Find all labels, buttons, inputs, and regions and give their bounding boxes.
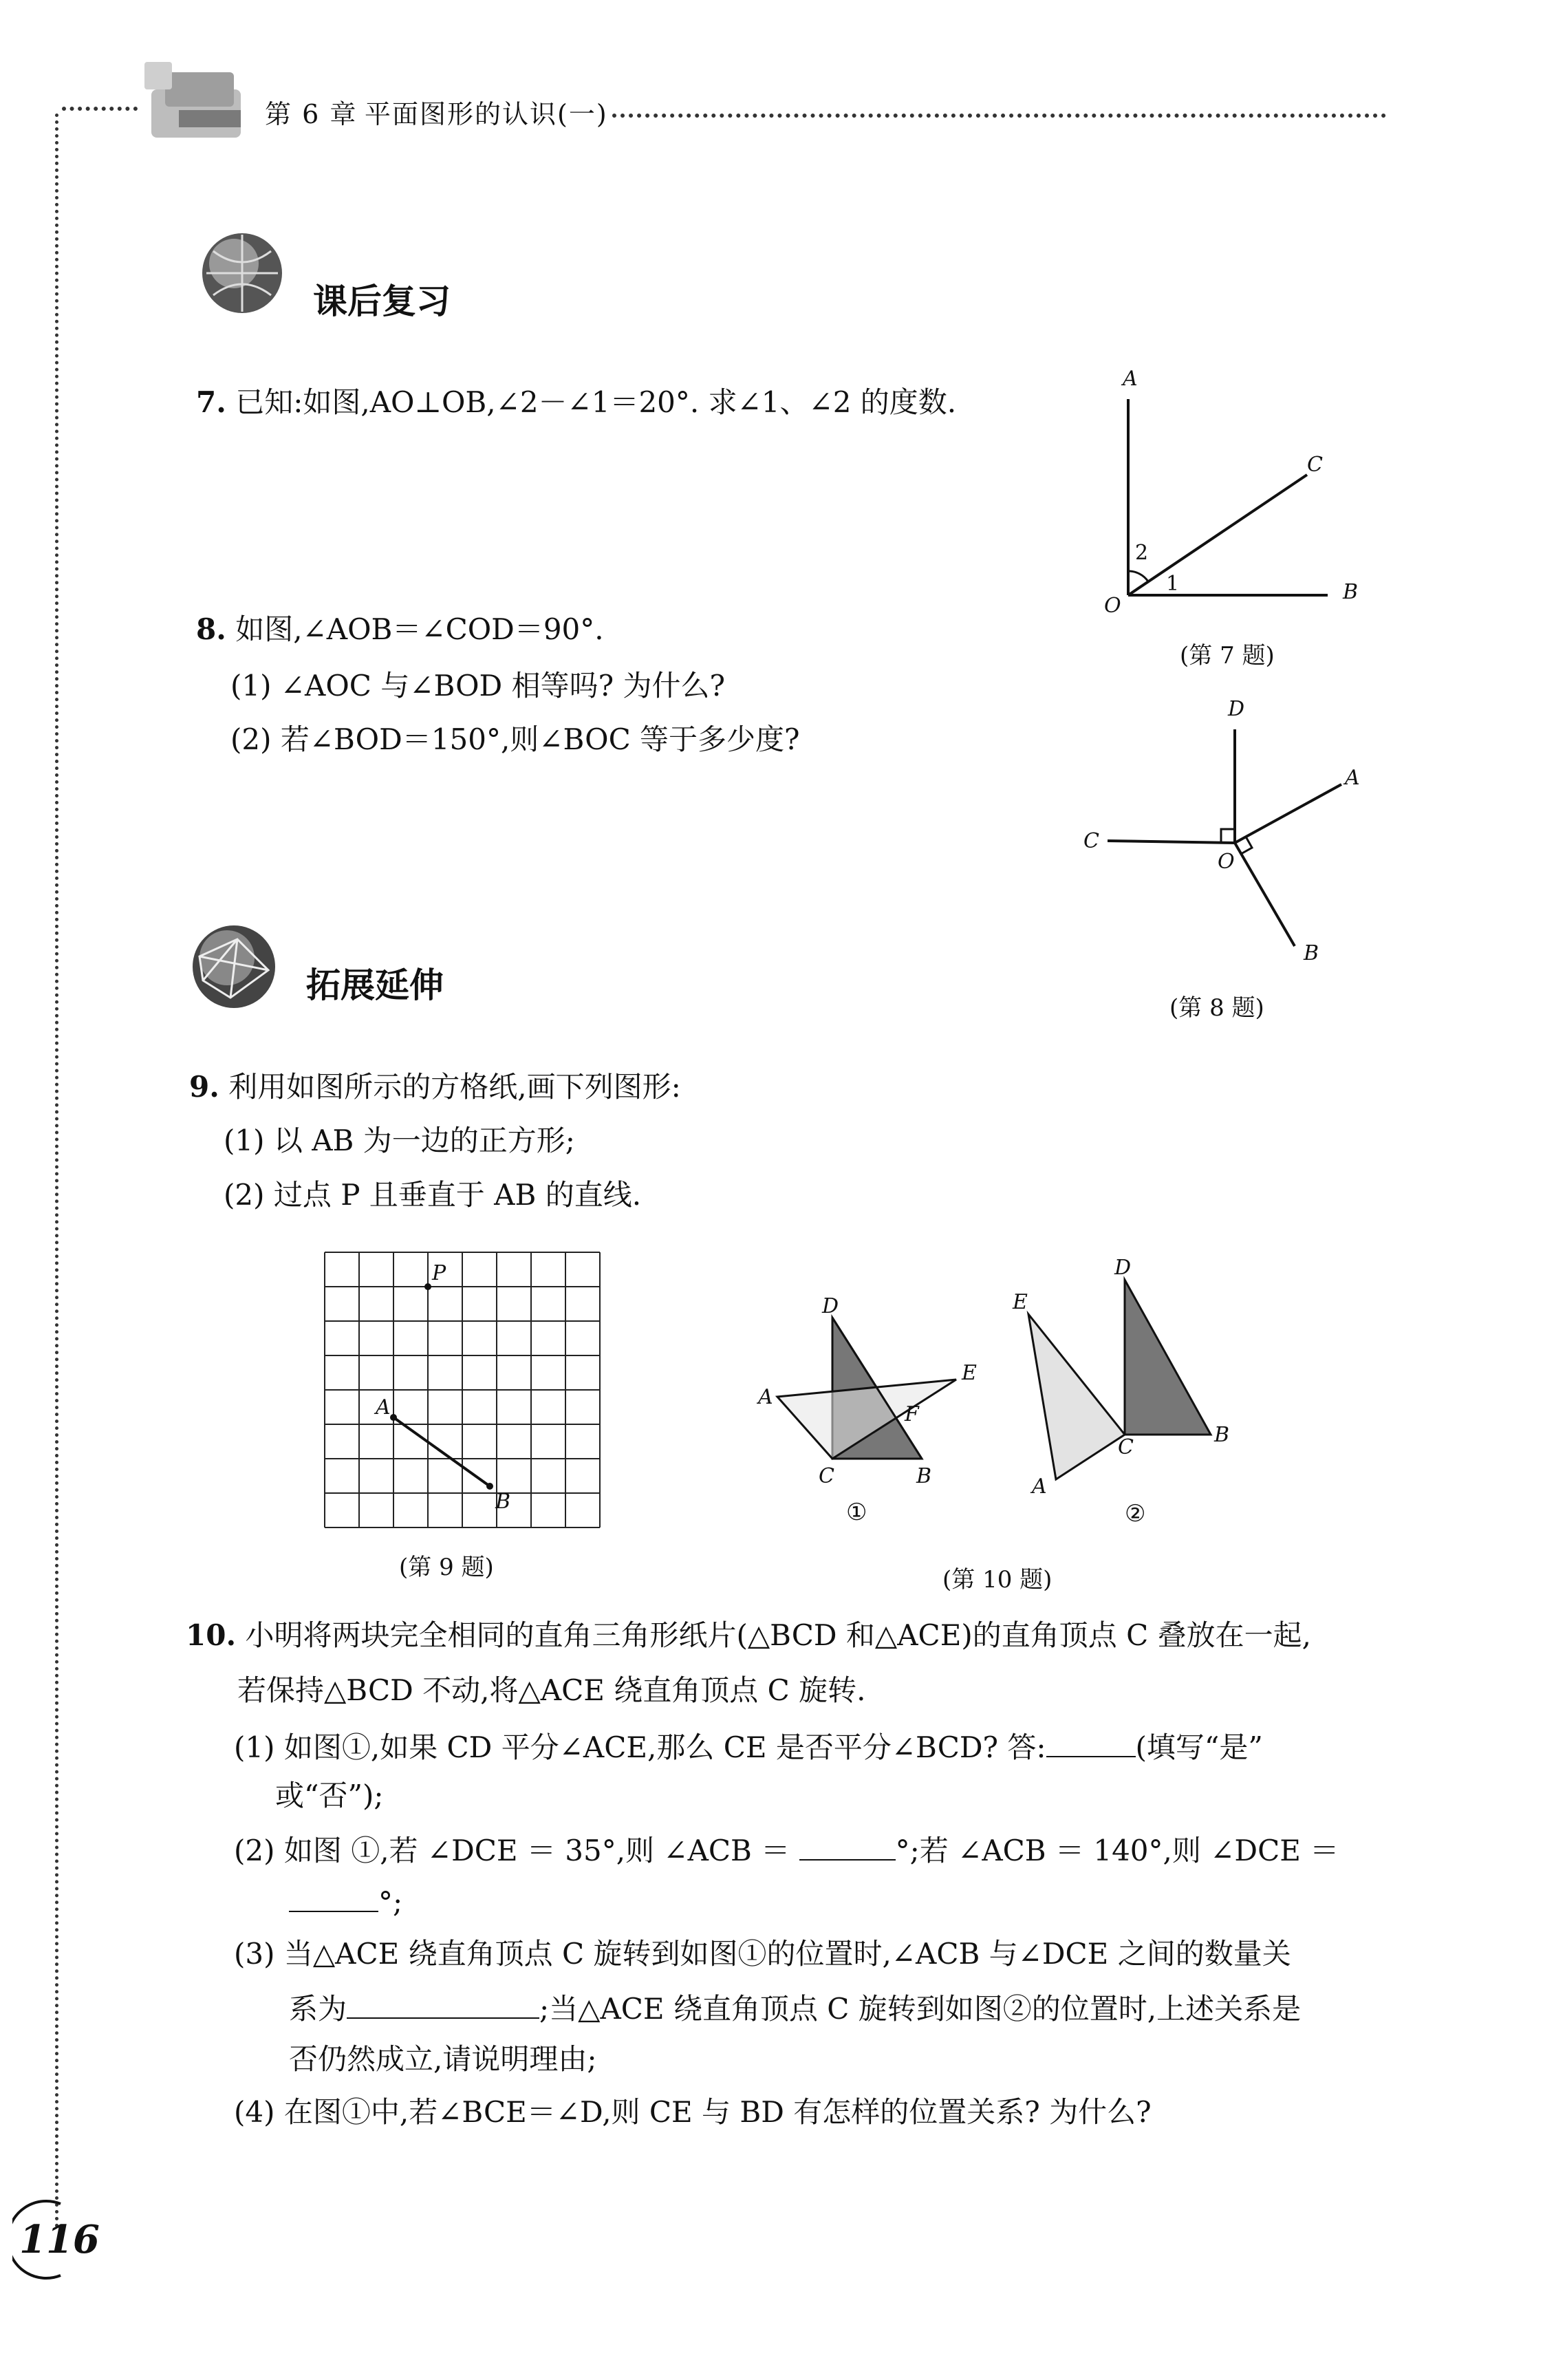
q7-statement: 已知:如图,AO⊥OB,∠2－∠1＝20°. 求∠1、∠2 的度数. (235, 385, 957, 419)
q8-label-a: A (1345, 766, 1360, 790)
q9-text (189, 1070, 681, 1104)
q9-label-b: B (495, 1490, 511, 1514)
q10-sub2-line1 (234, 1830, 1339, 1868)
q10-sub4: (4) 在图①中,若∠BCE＝∠D,则 CE 与 BD 有怎样的位置关系? 为什么? (234, 2095, 1152, 2129)
q10-fig2-label-b: B (1214, 1423, 1230, 1447)
margin-divider (55, 114, 58, 2229)
q7-figure (1101, 365, 1376, 626)
q10-fig2-label-e: E (1013, 1290, 1028, 1314)
q10-sub3-text-b2: ;当△ACE 绕直角顶点 C 旋转到如图②的位置时,上述关系是 (539, 1992, 1302, 2026)
q9-grid-figure (323, 1245, 605, 1534)
q7-label-a: A (1123, 367, 1138, 391)
q10-fig2-label-a: A (1032, 1475, 1047, 1499)
header-icon (138, 52, 255, 148)
q10-sub1-line2: 或“否”); (275, 1779, 384, 1812)
q9-caption: (第 9 题) (399, 1554, 494, 1581)
q10-sub3-line1: (3) 当△ACE 绕直角顶点 C 旋转到如图①的位置时,∠ACB 与∠DCE 之间的数量关 (234, 1937, 1291, 1971)
q10-sub1-line1 (234, 1727, 1263, 1765)
globe-icon (199, 231, 285, 317)
q10-sub2-text-b: °;若 ∠ACB ＝ 140°,则 ∠DCE ＝ (895, 1834, 1339, 1867)
q9-sub1: (1) 以 AB 为一边的正方形; (224, 1124, 575, 1157)
q10-sub2-line2 (289, 1882, 402, 1920)
q10-figure-1 (757, 1287, 984, 1486)
q10-fig1-label-d: D (822, 1294, 839, 1318)
q10-fig1-label-f: F (905, 1402, 919, 1426)
globe-network-icon (189, 922, 279, 1011)
q10-sub3-text-b1: 系为 (289, 1992, 347, 2026)
q7-text (196, 385, 956, 420)
q9-label-p: P (432, 1261, 446, 1285)
page-number: 116 (19, 2217, 100, 2262)
q10-fig1-label-b: B (916, 1464, 932, 1486)
section-title-extension: 拓展延伸 (306, 965, 444, 1005)
q10-fig1-label-e: E (962, 1361, 977, 1385)
q10-fig2-label-c: C (1118, 1435, 1134, 1459)
q10-number: 10. (186, 1618, 237, 1652)
q7-caption: (第 7 题) (1180, 642, 1275, 669)
q8-label-c: C (1083, 829, 1099, 853)
q10-sub1-text: (1) 如图①,如果 CD 平分∠ACE,那么 CE 是否平分∠BCD? 答: (234, 1730, 1046, 1764)
q10-sub2-blank-acb[interactable] (799, 1830, 896, 1861)
header-chapter: 第 6 章 (265, 99, 358, 129)
q10-fig1-label-c: C (819, 1464, 834, 1486)
q10-caption: (第 10 题) (942, 1566, 1053, 1594)
q8-figure (1080, 688, 1376, 977)
q10-line2: 若保持△BCD 不动,将△ACE 绕直角顶点 C 旋转. (237, 1673, 866, 1707)
q10-sub2-text-a: (2) 如图 ①,若 ∠DCE ＝ 35°,则 ∠ACB ＝ (234, 1834, 790, 1867)
q9-number: 9. (189, 1070, 219, 1104)
q10-figure-2 (1004, 1252, 1252, 1500)
q8-sub1: (1) ∠AOC 与∠BOD 相等吗? 为什么? (230, 669, 725, 703)
q8-sub2: (2) 若∠BOD＝150°,则∠BOC 等于多少度? (230, 722, 800, 756)
q10-sub3-line3: 否仍然成立,请说明理由; (289, 2042, 597, 2076)
q10-sub2-blank-dce[interactable] (289, 1882, 378, 1912)
q10-fig2-number: ② (1125, 1500, 1146, 1527)
q8-statement: 如图,∠AOB＝∠COD＝90°. (235, 612, 604, 646)
q7-label-o: O (1104, 594, 1121, 618)
q10-sub3-blank[interactable] (347, 1988, 539, 2019)
q10-statement-1: 小明将两块完全相同的直角三角形纸片(△BCD 和△ACE)的直角顶点 C 叠放在一起, (245, 1618, 1311, 1652)
q8-label-b: B (1304, 941, 1319, 965)
q10-sub1-hint: (填写“是” (1135, 1730, 1263, 1764)
q7-number: 7. (196, 385, 226, 419)
q8-label-d: D (1228, 697, 1245, 721)
q8-caption: (第 8 题) (1169, 994, 1264, 1022)
q7-label-c: C (1307, 453, 1323, 477)
q7-angle-1: 1 (1166, 572, 1180, 596)
q7-angle-2: 2 (1135, 541, 1149, 565)
q8-text (196, 612, 604, 647)
q10-sub3-line2 (289, 1988, 1301, 2026)
q9-statement: 利用如图所示的方格纸,画下列图形: (228, 1070, 681, 1104)
q9-label-a: A (376, 1395, 391, 1419)
q10-sub1-answer-blank[interactable] (1046, 1727, 1136, 1757)
header-title: 平面图形的认识(一) (365, 99, 608, 129)
header-divider-right (612, 114, 1386, 118)
q8-number: 8. (196, 612, 226, 646)
q7-label-b: B (1343, 580, 1359, 604)
q10-sub2-text-c: °; (378, 1885, 403, 1919)
section-title-review: 课后复习 (313, 281, 451, 321)
q8-label-o: O (1218, 850, 1235, 874)
q10-fig2-label-d: D (1114, 1256, 1132, 1280)
q10-fig1-number: ① (846, 1499, 867, 1526)
q9-sub2: (2) 过点 P 且垂直于 AB 的直线. (224, 1178, 642, 1212)
q10-fig1-label-a: A (758, 1385, 773, 1409)
q10-line1 (186, 1618, 1311, 1653)
header-divider-left (62, 107, 138, 111)
